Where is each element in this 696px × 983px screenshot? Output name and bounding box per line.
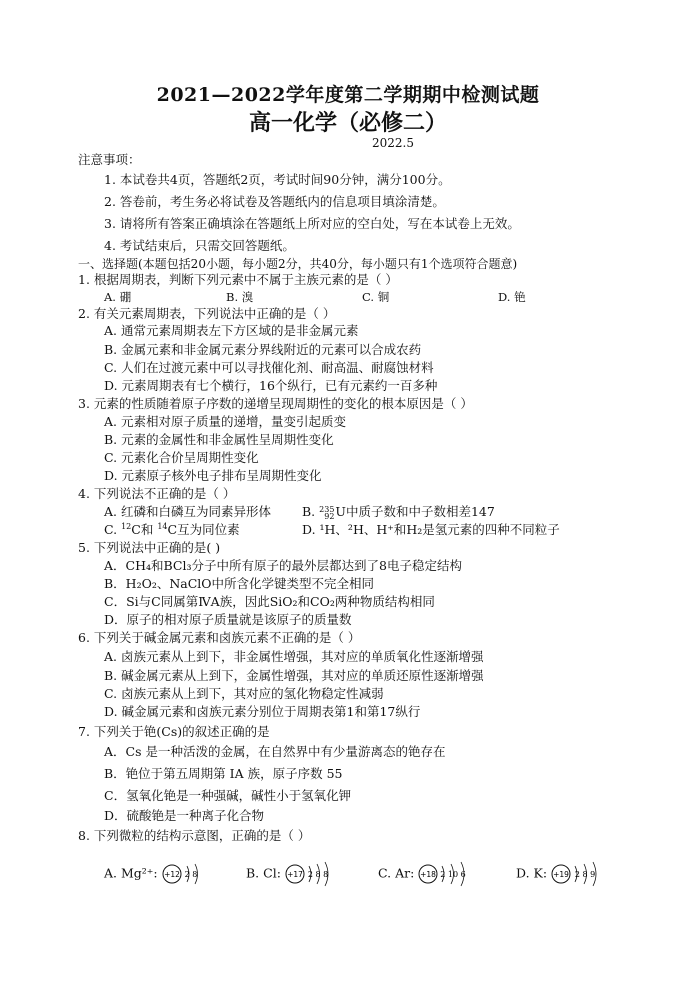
svg-text:2 10 6: 2 10 6	[440, 870, 466, 879]
option-c: C. Ar: +18 2 10 6	[378, 860, 474, 888]
question-stem: 7. 下列关于铯(Cs)的叙述正确的是	[78, 724, 270, 739]
option-c: C．Si与C同属第ⅣA族，因此SiO₂和CO₂两种物质结构相同	[104, 594, 435, 609]
notice-item: 4. 考试结束后，只需交回答题纸。	[104, 238, 295, 253]
option-b: B. Cl: +17 2 8 8	[246, 860, 337, 888]
atom-diagrams	[0, 852, 696, 888]
option-c: C．氢氧化铯是一种强碱，碱性小于氢氧化钾	[104, 788, 352, 803]
question-stem: 2. 有关元素周期表，下列说法中正确的是（ ）	[78, 306, 336, 321]
question-stem: 1. 根据周期表，判断下列元素中不属于主族元素的是（ ）	[78, 272, 398, 287]
atom-structure-diagram	[418, 860, 474, 888]
option-d: D. 元素周期表有七个横行，16个纵行，已有元素约一百多种	[104, 378, 438, 393]
exam-subtitle: 高一化学（必修二）	[248, 110, 447, 136]
svg-text:2 8 9: 2 8 9	[574, 870, 596, 879]
svg-text:2 8: 2 8	[184, 870, 197, 879]
atom-structure-diagram	[162, 860, 206, 888]
exam-title: 2021—2022学年度第二学期期中检测试题	[156, 84, 540, 106]
svg-text:+17: +17	[286, 870, 303, 879]
option-d: D. 碱金属元素和卤族元素分别位于周期表第1和第17纵行	[104, 704, 421, 719]
option-d: D. ¹H、²H、H⁺和H₂是氢元素的四种不同粒子	[302, 522, 560, 537]
atom-structure-diagram	[285, 860, 337, 888]
option-d: D．硫酸铯是一种离子化合物	[104, 808, 265, 823]
notice-item: 2. 答卷前，考生务必将试卷及答题纸内的信息项目填涂清楚。	[104, 194, 445, 209]
option-b: B．H₂O₂、NaClO中所含化学键类型不完全相同	[104, 576, 375, 591]
option-a: A. 元素相对原子质量的递增，量变引起质变	[104, 414, 346, 429]
section-heading: 一、选择题(本题包括20小题，每小题2分，共40分，每小题只有1个选项符合题意)	[78, 257, 518, 271]
svg-text:+19: +19	[553, 870, 569, 879]
exam-date: 2022.5	[372, 136, 414, 150]
option-a: A. 卤族元素从上到下，非金属性增强，其对应的单质氧化性逐渐增强	[104, 649, 484, 664]
option-d: D. K: +19 2 8 9	[516, 860, 607, 888]
question-stem: 6. 下列关于碱金属元素和卤族元素不正确的是（ ）	[78, 630, 361, 645]
option-a: A. Mg²⁺: +12 2 8	[104, 860, 206, 888]
option-c: C. 元素化合价呈周期性变化	[104, 450, 259, 465]
option-a: A. 通常元素周期表左下方区域的是非金属元素	[104, 323, 359, 338]
option-c: C. $^{12}$C和 $^{14}$C互为同位素	[104, 521, 240, 537]
notice-item: 1. 本试卷共4页，答题纸2页，考试时间90分钟，满分100分。	[104, 172, 451, 187]
option-b: B. 元素的金属性和非金属性呈周期性变化	[104, 432, 334, 447]
option-c: C. 卤族元素从上到下，其对应的氢化物稳定性减弱	[104, 686, 384, 701]
notice-item: 3. 请将所有答案正确填涂在答题纸上所对应的空白处，写在本试卷上无效。	[104, 216, 520, 231]
atom-structure-diagram	[551, 860, 607, 888]
question-stem: 8. 下列微粒的结构示意图，正确的是（ ）	[78, 828, 311, 843]
option-c: C. 铜	[362, 290, 390, 304]
question-options	[0, 289, 696, 305]
option-c: C. 人们在过渡元素中可以寻找催化剂、耐高温、耐腐蚀材料	[104, 360, 434, 375]
question-stem: 3. 元素的性质随着原子序数的递增呈现周期性的变化的根本原因是（ ）	[78, 396, 473, 411]
svg-text:2 8 8: 2 8 8	[307, 870, 329, 879]
option-b: B．铯位于第五周期第 IA 族，原子序数 55	[104, 766, 343, 781]
option-d: D. 铯	[498, 290, 526, 304]
option-a: A. 硼	[104, 290, 132, 304]
notice-heading: 注意事项：	[78, 152, 141, 167]
option-a: A．Cs 是一种活泼的金属，在自然界中有少量游离态的铯存在	[104, 744, 446, 759]
option-b: B. 溴	[226, 290, 254, 304]
option-b: B. 碱金属元素从上到下，金属性增强，其对应的单质还原性逐渐增强	[104, 668, 484, 683]
option-d: D．原子的相对原子质量就是该原子的质量数	[104, 612, 352, 627]
option-d: D. 元素原子核外电子排布呈周期性变化	[104, 468, 322, 483]
option-b: B. 金属元素和非金属元素分界线附近的元素可以合成农药	[104, 342, 422, 357]
svg-text:+12: +12	[163, 870, 180, 879]
option-b: B. 235 92 U中质子数和中子数相差147	[302, 504, 495, 521]
option-a: A. 红磷和白磷互为同素异形体	[104, 504, 271, 519]
option-a: A．CH₄和BCl₃分子中所有原子的最外层都达到了8电子稳定结构	[104, 558, 462, 573]
question-stem: 5. 下列说法中正确的是( )	[78, 540, 221, 555]
svg-text:+18: +18	[420, 870, 437, 879]
question-stem: 4. 下列说法不正确的是（ ）	[78, 486, 236, 501]
